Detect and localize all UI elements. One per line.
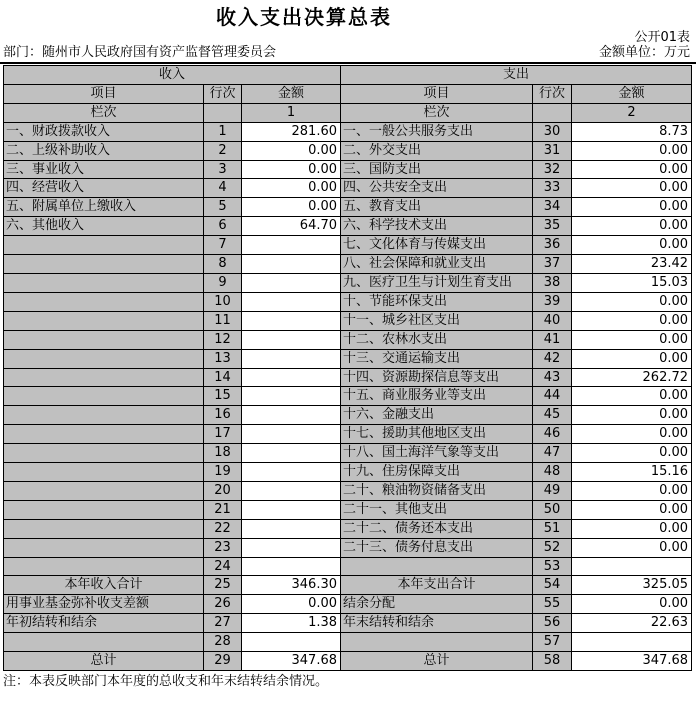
income-amount <box>242 273 341 292</box>
expense-item-label: 十二、农林水支出 <box>341 330 533 349</box>
expense-amount: 325.05 <box>572 576 692 595</box>
income-amount <box>242 538 341 557</box>
expense-item-label: 二十、粮油物资储备支出 <box>341 481 533 500</box>
income-amount: 64.70 <box>242 217 341 236</box>
income-amount <box>242 481 341 500</box>
income-item-label <box>4 311 204 330</box>
table-row <box>4 368 692 387</box>
income-row-number: 24 <box>204 557 242 576</box>
meta-row <box>0 45 696 64</box>
income-item-label <box>4 633 204 652</box>
income-item-label <box>4 463 204 482</box>
expense-amount: 0.00 <box>572 349 692 368</box>
income-row-number: 27 <box>204 614 242 633</box>
income-amount: 0.00 <box>242 198 341 217</box>
expense-amount <box>572 557 692 576</box>
income-amount <box>242 406 341 425</box>
expense-colno-spacer <box>533 103 572 122</box>
expense-amount: 0.00 <box>572 217 692 236</box>
income-item-label: 本年收入合计 <box>4 576 204 595</box>
expense-item-label: 八、社会保障和就业支出 <box>341 255 533 274</box>
income-item-label <box>4 557 204 576</box>
table-row <box>4 481 692 500</box>
expense-item-label: 十一、城乡社区支出 <box>341 311 533 330</box>
income-row-number: 3 <box>204 160 242 179</box>
income-row-number: 1 <box>204 122 242 141</box>
expense-row-number: 57 <box>533 633 572 652</box>
income-row-number: 16 <box>204 406 242 425</box>
expense-amount: 22.63 <box>572 614 692 633</box>
table-row <box>4 500 692 519</box>
income-amount: 0.00 <box>242 179 341 198</box>
income-row-number: 19 <box>204 463 242 482</box>
expense-amount: 0.00 <box>572 330 692 349</box>
expense-item-label: 十八、国土海洋气象等支出 <box>341 444 533 463</box>
income-amount <box>242 255 341 274</box>
expense-amount: 0.00 <box>572 387 692 406</box>
income-row-number: 14 <box>204 368 242 387</box>
expense-amount: 0.00 <box>572 595 692 614</box>
income-row-number: 22 <box>204 519 242 538</box>
expense-rowno-header: 行次 <box>533 84 572 103</box>
income-amount-header: 金额 <box>242 84 341 103</box>
expense-amount: 0.00 <box>572 481 692 500</box>
expense-item-label: 十三、交通运输支出 <box>341 349 533 368</box>
expense-amount-header: 金额 <box>572 84 692 103</box>
income-row-number: 29 <box>204 652 242 671</box>
expense-item-label: 十六、金融支出 <box>341 406 533 425</box>
table-row <box>4 217 692 236</box>
expense-item-label: 二十三、债务付息支出 <box>341 538 533 557</box>
expense-row-number: 46 <box>533 425 572 444</box>
income-colno-spacer <box>204 103 242 122</box>
expense-row-number: 51 <box>533 519 572 538</box>
expense-col-index: 2 <box>572 103 692 122</box>
expense-item-label: 九、医疗卫生与计划生育支出 <box>341 273 533 292</box>
section-header-row <box>4 66 692 85</box>
expense-row-number: 44 <box>533 387 572 406</box>
expense-row-number: 33 <box>533 179 572 198</box>
expense-colno-label: 栏次 <box>341 103 533 122</box>
table-row <box>4 463 692 482</box>
expense-item-label: 三、国防支出 <box>341 160 533 179</box>
expense-amount: 0.00 <box>572 406 692 425</box>
income-amount <box>242 463 341 482</box>
income-item-label <box>4 387 204 406</box>
expense-row-number: 30 <box>533 122 572 141</box>
income-amount <box>242 387 341 406</box>
income-row-number: 5 <box>204 198 242 217</box>
income-row-number: 13 <box>204 349 242 368</box>
expense-item-label: 四、公共安全支出 <box>341 179 533 198</box>
income-col-index: 1 <box>242 103 341 122</box>
income-item-label <box>4 406 204 425</box>
table-row <box>4 273 692 292</box>
table-row <box>4 122 692 141</box>
expense-row-number: 36 <box>533 236 572 255</box>
expense-item-label: 五、教育支出 <box>341 198 533 217</box>
income-row-number: 21 <box>204 500 242 519</box>
income-item-label: 用事业基金弥补收支差额 <box>4 595 204 614</box>
income-item-label: 二、上级补助收入 <box>4 141 204 160</box>
expense-item-label <box>341 557 533 576</box>
table-row <box>4 652 692 671</box>
table-row <box>4 141 692 160</box>
table-row <box>4 255 692 274</box>
income-row-number: 23 <box>204 538 242 557</box>
income-row-number: 7 <box>204 236 242 255</box>
income-colno-label: 栏次 <box>4 103 204 122</box>
table-row <box>4 406 692 425</box>
income-item-header: 项目 <box>4 84 204 103</box>
expense-row-number: 35 <box>533 217 572 236</box>
table-row <box>4 444 692 463</box>
income-item-label: 五、附属单位上缴收入 <box>4 198 204 217</box>
income-item-label <box>4 330 204 349</box>
income-row-number: 6 <box>204 217 242 236</box>
income-amount <box>242 311 341 330</box>
column-header-row <box>4 84 692 103</box>
table-row <box>4 425 692 444</box>
income-row-number: 17 <box>204 425 242 444</box>
income-row-number: 20 <box>204 481 242 500</box>
table-row <box>4 595 692 614</box>
income-item-label <box>4 500 204 519</box>
table-row <box>4 330 692 349</box>
expense-item-label: 十五、商业服务业等支出 <box>341 387 533 406</box>
income-item-label: 一、财政拨款收入 <box>4 122 204 141</box>
income-amount <box>242 236 341 255</box>
income-item-label: 年初结转和结余 <box>4 614 204 633</box>
expense-row-number: 37 <box>533 255 572 274</box>
department-label: 部门：随州市人民政府国有资产监督管理委员会 <box>3 45 277 60</box>
income-item-label <box>4 481 204 500</box>
income-amount <box>242 349 341 368</box>
income-row-number: 12 <box>204 330 242 349</box>
income-row-number: 18 <box>204 444 242 463</box>
column-index-row <box>4 103 692 122</box>
table-row <box>4 387 692 406</box>
expense-amount: 0.00 <box>572 519 692 538</box>
income-item-label <box>4 349 204 368</box>
expense-item-label: 十、节能环保支出 <box>341 292 533 311</box>
income-row-number: 26 <box>204 595 242 614</box>
table-body <box>4 122 692 670</box>
income-amount: 1.38 <box>242 614 341 633</box>
table-row <box>4 576 692 595</box>
table-row <box>4 614 692 633</box>
expense-row-number: 32 <box>533 160 572 179</box>
table-row <box>4 519 692 538</box>
table-row <box>4 538 692 557</box>
expense-amount: 0.00 <box>572 311 692 330</box>
table-row <box>4 236 692 255</box>
expense-item-label <box>341 633 533 652</box>
expense-item-label: 六、科学技术支出 <box>341 217 533 236</box>
income-item-label <box>4 538 204 557</box>
income-amount <box>242 519 341 538</box>
expense-item-label: 二、外交支出 <box>341 141 533 160</box>
expense-amount: 0.00 <box>572 141 692 160</box>
table-row <box>4 311 692 330</box>
expense-row-number: 50 <box>533 500 572 519</box>
table-row <box>4 557 692 576</box>
income-amount <box>242 557 341 576</box>
table-row <box>4 179 692 198</box>
expense-row-number: 47 <box>533 444 572 463</box>
income-amount <box>242 500 341 519</box>
income-row-number: 25 <box>204 576 242 595</box>
expense-item-label: 一、一般公共服务支出 <box>341 122 533 141</box>
expense-section-header: 支出 <box>341 66 692 85</box>
expense-amount: 0.00 <box>572 160 692 179</box>
income-amount <box>242 368 341 387</box>
expense-item-label: 七、文化体育与传媒支出 <box>341 236 533 255</box>
expense-amount <box>572 633 692 652</box>
expense-row-number: 34 <box>533 198 572 217</box>
expense-item-label: 二十一、其他支出 <box>341 500 533 519</box>
income-item-label <box>4 273 204 292</box>
table-code: 公开01表 <box>634 30 690 45</box>
expense-amount: 262.72 <box>572 368 692 387</box>
expense-row-number: 48 <box>533 463 572 482</box>
expense-row-number: 55 <box>533 595 572 614</box>
expense-amount: 0.00 <box>572 444 692 463</box>
expense-amount: 0.00 <box>572 236 692 255</box>
expense-item-label: 结余分配 <box>341 595 533 614</box>
income-amount <box>242 425 341 444</box>
expense-row-number: 39 <box>533 292 572 311</box>
expense-item-label: 二十二、债务还本支出 <box>341 519 533 538</box>
expense-item-label: 十七、援助其他地区支出 <box>341 425 533 444</box>
income-item-label: 三、事业收入 <box>4 160 204 179</box>
expense-row-number: 58 <box>533 652 572 671</box>
income-item-label: 六、其他收入 <box>4 217 204 236</box>
expense-amount: 15.16 <box>572 463 692 482</box>
expense-amount: 347.68 <box>572 652 692 671</box>
table-row <box>4 292 692 311</box>
income-item-label <box>4 425 204 444</box>
income-amount: 347.68 <box>242 652 341 671</box>
income-amount: 0.00 <box>242 595 341 614</box>
income-rowno-header: 行次 <box>204 84 242 103</box>
expense-item-header: 项目 <box>341 84 533 103</box>
expense-amount: 0.00 <box>572 198 692 217</box>
expense-row-number: 45 <box>533 406 572 425</box>
expense-row-number: 38 <box>533 273 572 292</box>
expense-amount: 0.00 <box>572 292 692 311</box>
expense-row-number: 52 <box>533 538 572 557</box>
income-amount: 281.60 <box>242 122 341 141</box>
expense-row-number: 40 <box>533 311 572 330</box>
expense-row-number: 56 <box>533 614 572 633</box>
income-item-label: 四、经营收入 <box>4 179 204 198</box>
expense-amount: 23.42 <box>572 255 692 274</box>
expense-row-number: 31 <box>533 141 572 160</box>
income-row-number: 15 <box>204 387 242 406</box>
budget-summary-table <box>3 65 692 671</box>
income-section-header: 收入 <box>4 66 341 85</box>
income-amount: 346.30 <box>242 576 341 595</box>
table-row <box>4 633 692 652</box>
expense-row-number: 43 <box>533 368 572 387</box>
expense-row-number: 53 <box>533 557 572 576</box>
expense-row-number: 41 <box>533 330 572 349</box>
income-item-label <box>4 368 204 387</box>
page-title: 收入支出决算总表 <box>216 5 392 29</box>
income-amount: 0.00 <box>242 160 341 179</box>
income-amount <box>242 330 341 349</box>
expense-row-number: 42 <box>533 349 572 368</box>
footnote: 注：本表反映部门本年度的总收支和年末结转结余情况。 <box>3 674 329 689</box>
unit-label: 金额单位：万元 <box>598 45 690 60</box>
income-amount <box>242 292 341 311</box>
income-row-number: 10 <box>204 292 242 311</box>
expense-amount: 8.73 <box>572 122 692 141</box>
income-amount <box>242 633 341 652</box>
expense-row-number: 49 <box>533 481 572 500</box>
income-item-label <box>4 255 204 274</box>
expense-amount: 0.00 <box>572 425 692 444</box>
expense-amount: 0.00 <box>572 500 692 519</box>
expense-row-number: 54 <box>533 576 572 595</box>
expense-item-label: 十四、资源勘探信息等支出 <box>341 368 533 387</box>
income-item-label <box>4 236 204 255</box>
income-item-label: 总计 <box>4 652 204 671</box>
income-row-number: 2 <box>204 141 242 160</box>
table-row <box>4 160 692 179</box>
expense-item-label: 十九、住房保障支出 <box>341 463 533 482</box>
expense-item-label: 总计 <box>341 652 533 671</box>
income-row-number: 9 <box>204 273 242 292</box>
income-item-label <box>4 444 204 463</box>
expense-amount: 0.00 <box>572 538 692 557</box>
expense-item-label: 年末结转和结余 <box>341 614 533 633</box>
expense-amount: 15.03 <box>572 273 692 292</box>
income-item-label <box>4 519 204 538</box>
expense-item-label: 本年支出合计 <box>341 576 533 595</box>
table-row <box>4 349 692 368</box>
income-item-label <box>4 292 204 311</box>
income-amount: 0.00 <box>242 141 341 160</box>
income-row-number: 11 <box>204 311 242 330</box>
income-row-number: 8 <box>204 255 242 274</box>
income-row-number: 28 <box>204 633 242 652</box>
income-amount <box>242 444 341 463</box>
expense-amount: 0.00 <box>572 179 692 198</box>
table-row <box>4 198 692 217</box>
income-row-number: 4 <box>204 179 242 198</box>
